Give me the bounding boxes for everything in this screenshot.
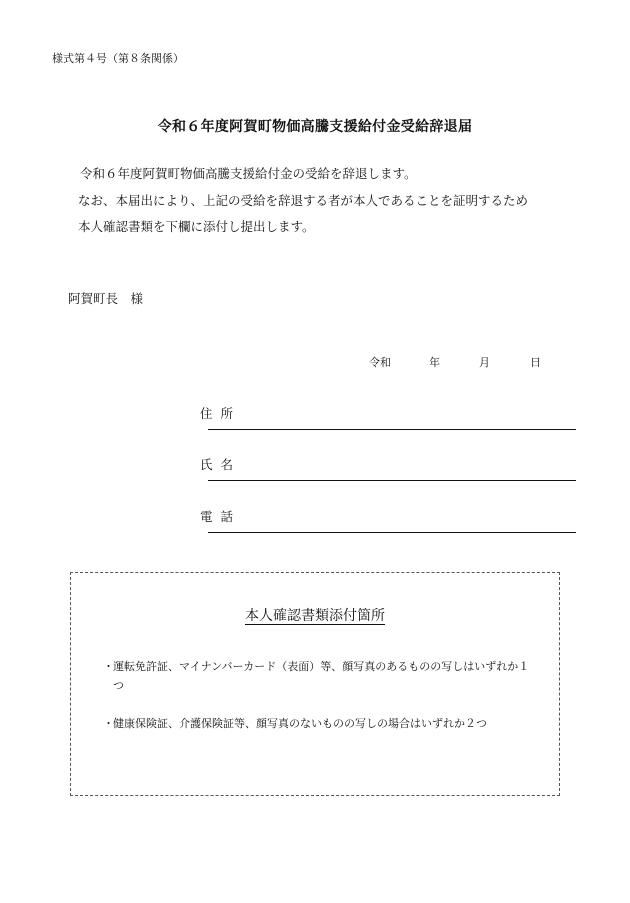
address-label: 住 所	[200, 406, 235, 421]
phone-field[interactable]	[208, 532, 576, 533]
requirement-text: 運転免許証、マイナンバーカード（表面）等、顔写真のあるものの写しはいずれか１つ	[113, 660, 530, 692]
date-year-label: 年	[429, 356, 440, 369]
body-text-line-2: なお、本届出により、上記の受給を辞退する者が本人であることを証明するため	[78, 193, 529, 208]
date-month-label: 月	[479, 356, 490, 369]
date-day-label: 日	[530, 356, 541, 369]
document-title: 令和６年度阿賀町物価高騰支援給付金受給辞退届	[157, 119, 473, 135]
form-number: 様式第４号（第８条関係）	[52, 52, 184, 65]
requirement-item	[103, 714, 533, 733]
name-field[interactable]	[208, 480, 576, 481]
bullet: ・	[103, 660, 114, 673]
requirement-text: 健康保険証、介護保険証等、顔写真のないものの写しの場合はいずれか２つ	[113, 717, 487, 730]
bullet: ・	[103, 717, 114, 730]
address-field[interactable]	[208, 429, 576, 430]
name-label: 氏 名	[200, 457, 235, 472]
body-text-line-3: 本人確認書類を下欄に添付し提出します。	[78, 219, 315, 234]
addressee: 阿賀町長 様	[68, 291, 144, 306]
requirement-item	[103, 657, 533, 695]
date-era: 令和	[369, 356, 391, 369]
body-text-line-1: 令和６年度阿賀町物価高騰支援給付金の受給を辞退します。	[80, 166, 417, 181]
id-document-attachment-box[interactable]	[70, 572, 560, 796]
attachment-box-title: 本人確認書類添付箇所	[245, 608, 385, 624]
phone-label: 電 話	[200, 509, 235, 524]
